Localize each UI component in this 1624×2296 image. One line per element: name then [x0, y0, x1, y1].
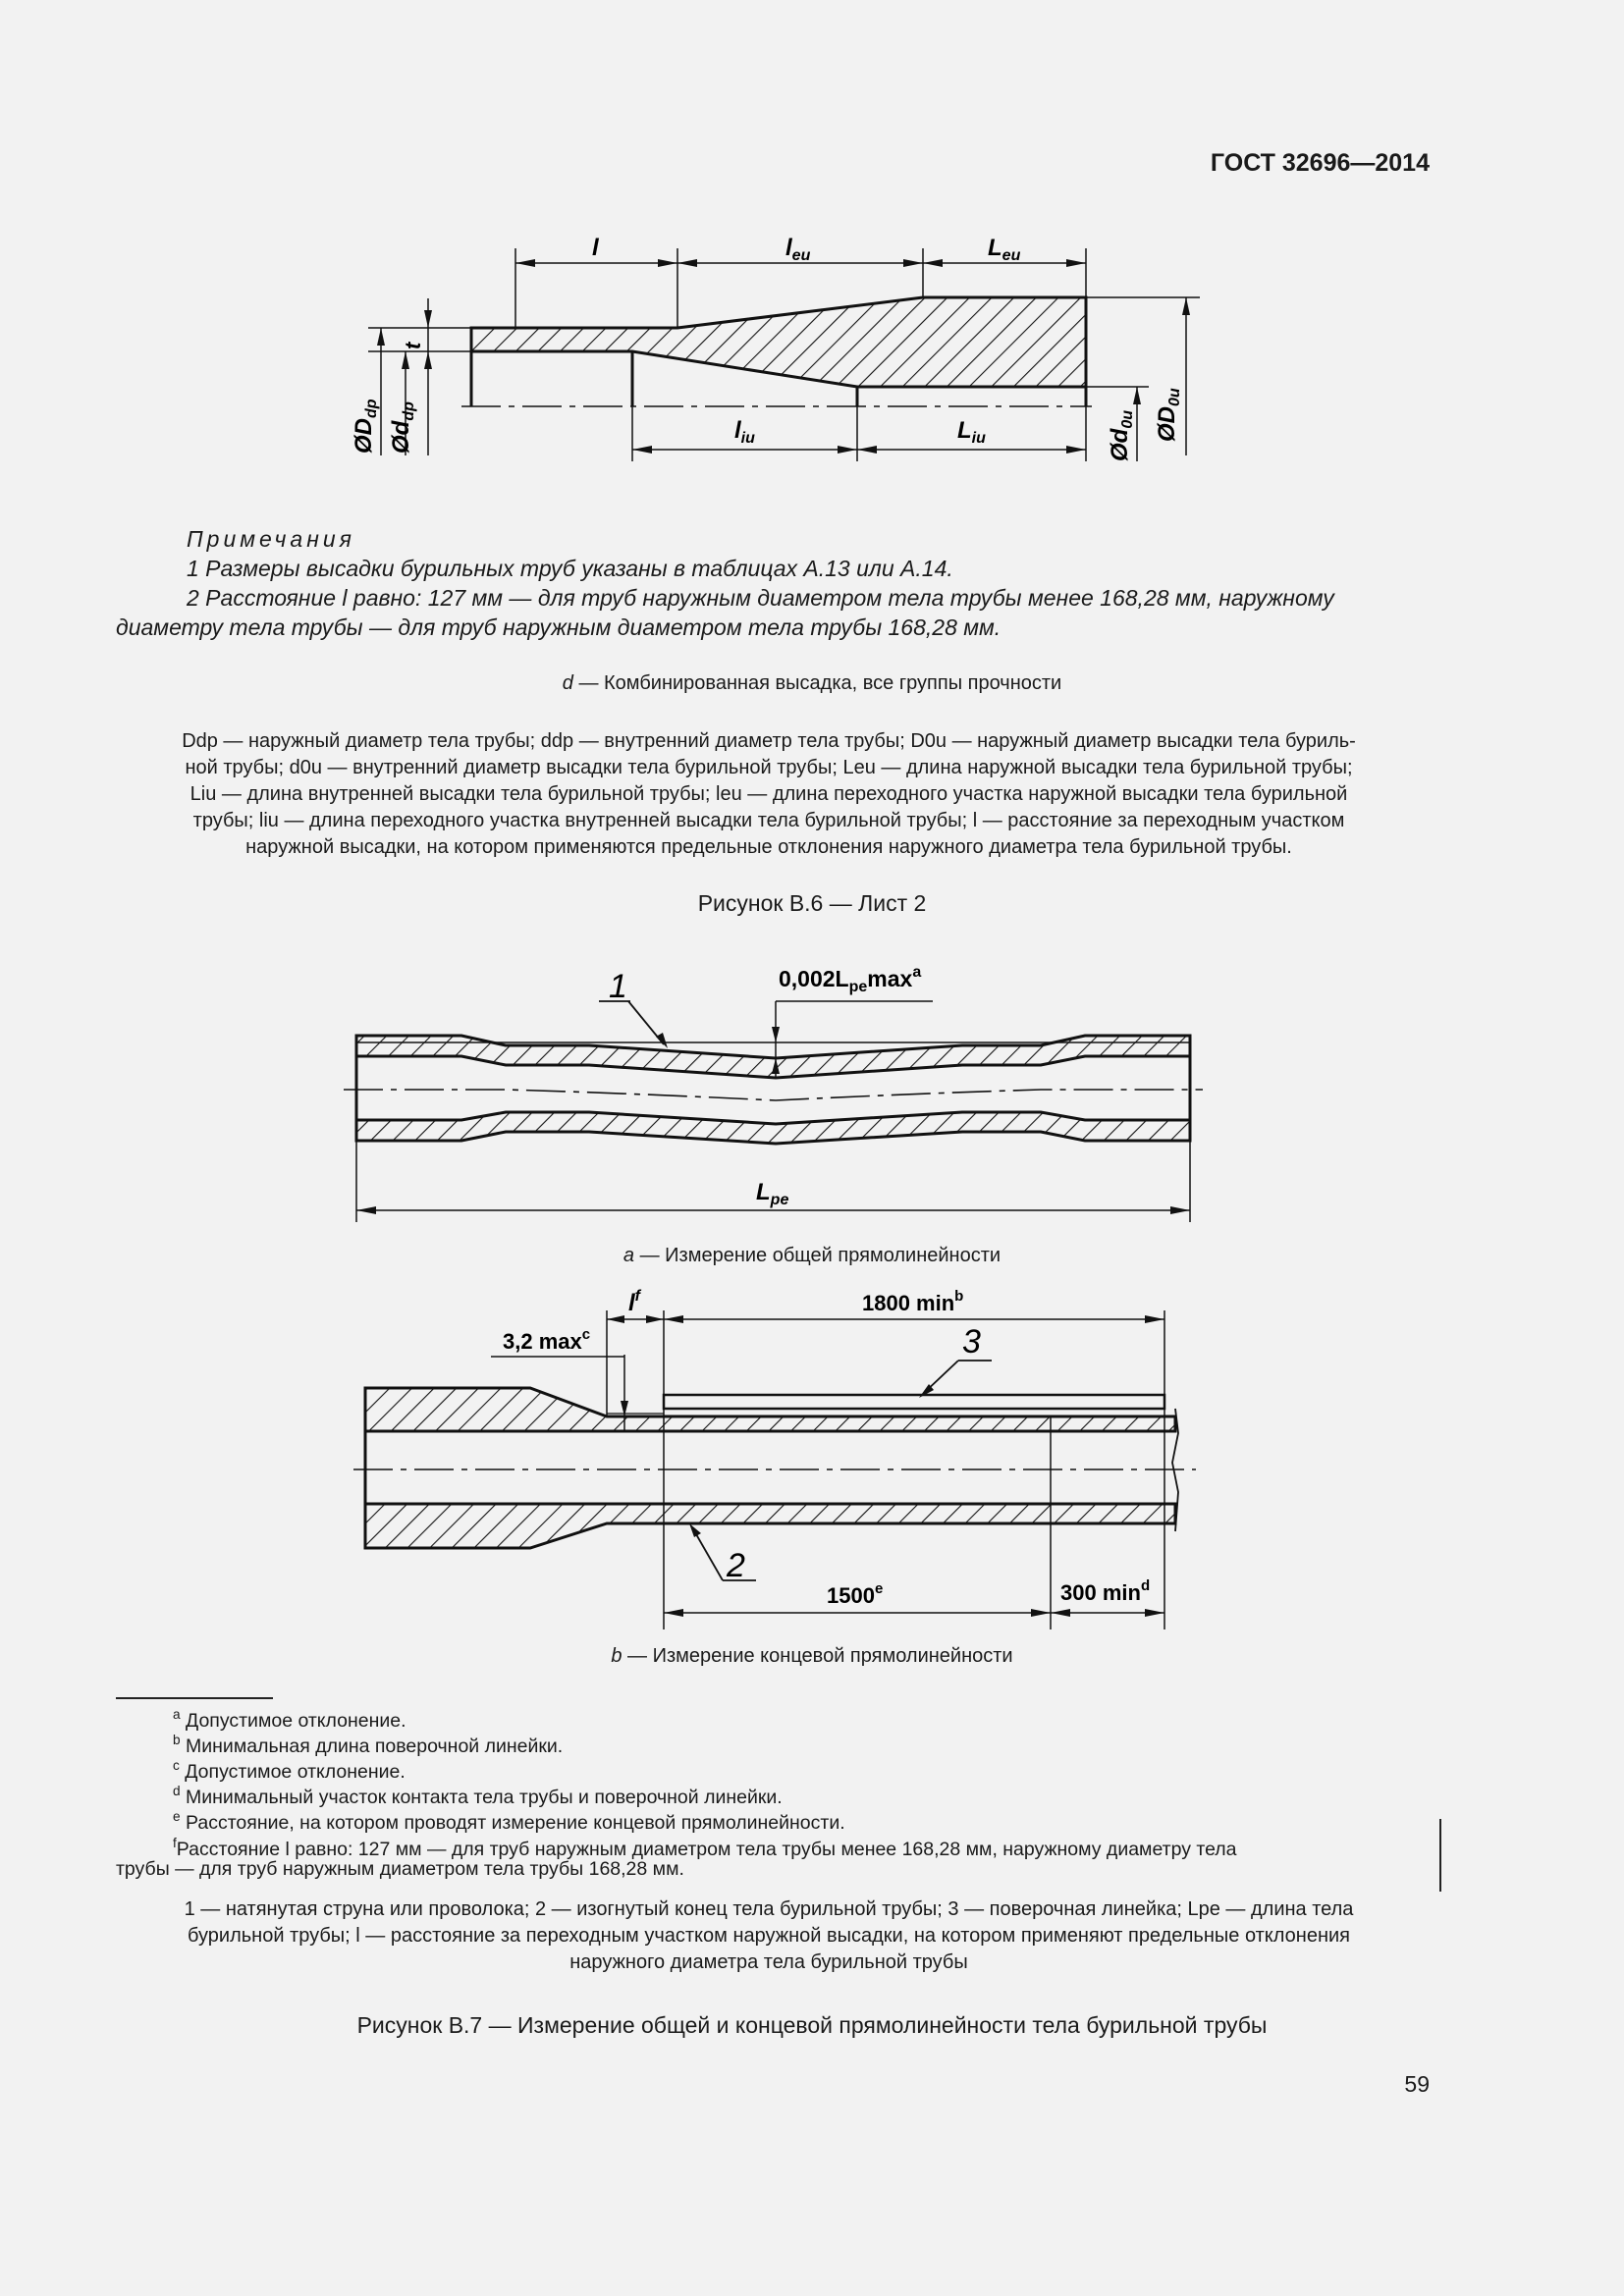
footnote-f-continued: трубы — для труб наружным диаметром тела трубы 168,28 мм.: [116, 1858, 684, 1880]
length-label: L: [756, 1179, 771, 1205]
svg-text:Lpe: $L_{pe}$: [756, 1179, 789, 1208]
svg-text:3,2 maxc: 3,2 $\max^c$: [503, 1326, 591, 1354]
legend-line: Ddp — наружный диаметр тела трубы; ddp — внутренний диаметр тела трубы; D0u — наружный диаметр высадки тела буриль-: [182, 730, 1356, 752]
label-Leu: L: [988, 235, 1002, 261]
label-d0u: Ød: [1107, 428, 1133, 461]
subcaption-b: b — Измерение концевой прямолинейности: [611, 1645, 1013, 1667]
svg-text:Øddp: $Ød_{dp}$: [388, 401, 417, 454]
label-Liu: L: [957, 417, 972, 444]
svg-text:ØD0u: $ØD_{0u}$: [1154, 388, 1183, 442]
label-1500: 1500: [827, 1583, 875, 1608]
label-leu: l: [785, 235, 792, 261]
label-3: 3: [962, 1323, 981, 1361]
label-300-min: 300 min: [1060, 1580, 1141, 1605]
footnote-d: $^d$ Минимальный участок контакта тела трубы и поверочной линейки.: [173, 1784, 783, 1808]
standard-header: ГОСТ 32696—2014: [1210, 149, 1430, 177]
label-ddp: Ød: [388, 420, 414, 454]
label-liu: l: [734, 417, 741, 444]
legend-b6: [116, 728, 1422, 861]
figure-b7a-drawing: [344, 962, 1208, 1227]
svg-text:ØDdp: $ØD_{dp}$: [351, 399, 380, 454]
legend-b7: [116, 1896, 1422, 1976]
label-lf: l: [628, 1290, 635, 1316]
label-1: 1: [609, 968, 627, 1005]
svg-text:300 mind: 300 $\min^d$: [1060, 1577, 1151, 1605]
footnote-b: $^b$ Минимальная длина поверочной линейки.: [173, 1733, 564, 1757]
label-l: l: [592, 235, 599, 261]
svg-text:leu: $l_{eu}$: [785, 235, 811, 264]
legend-line: бурильной трубы; l — расстояние за переходным участком наружной высадки, на котором применяют предельные отклонения: [187, 1925, 1350, 1947]
subcaption-d: d — Комбинированная высадка, все группы прочности: [562, 672, 1062, 694]
svg-text:Ød0u: $Ød_{0u}$: [1107, 410, 1136, 461]
label-Ddp: ØD: [351, 418, 377, 454]
svg-text:1800 minb: 1800 $\min^b$: [862, 1288, 964, 1315]
upset-section: [471, 297, 1086, 387]
svg-text:0,002Lpemaxa: $0,002L_{pe}\max^a$: [779, 964, 922, 995]
legend-line: наружного диаметра тела бурильной трубы: [569, 1951, 968, 1973]
end-bottom-wall: [365, 1504, 1175, 1548]
pipe-bottom-wall: [356, 1112, 1190, 1144]
figure-b7b-drawing: [353, 1276, 1218, 1629]
svg-text:lf: $l^f$: [628, 1288, 640, 1316]
footnote-f: $^f$Расстояние l равно: 127 мм — для труб наружным диаметром тела трубы менее 168,28 мм, наружному диаметру тела: [173, 1836, 1237, 1860]
footnote-separator: [116, 1697, 273, 1699]
svg-text:Leu: $L_{eu}$: [988, 235, 1021, 264]
straightedge: [664, 1395, 1164, 1409]
svg-text:Liu: $L_{iu}$: [957, 417, 986, 447]
legend-line: ной трубы; d0u — внутренний диаметр высадки тела бурильной трубы; Leu — длина наружной высадки тела бурильной трубы;: [185, 757, 1353, 778]
svg-text:liu: $l_{iu}$: [734, 417, 755, 447]
label-t: t: [401, 342, 425, 349]
footnote-e: $^e$ Расстояние, на котором проводят измерение концевой прямолинейности.: [173, 1809, 845, 1834]
subcaption-a: a — Измерение общей прямолинейности: [623, 1245, 1001, 1266]
label-D0u: ØD: [1154, 406, 1180, 442]
footnote-a: $^a$ Допустимое отклонение.: [173, 1707, 406, 1732]
notes-title: Примечания: [187, 526, 355, 552]
figure-b7-title: Рисунок В.7 — Измерение общей и концевой прямолинейности тела бурильной трубы: [356, 2012, 1268, 2038]
legend-line: наружной высадки, на котором применяются предельные отклонения наружного диаметра тела бурильной трубы.: [245, 836, 1292, 858]
legend-line: Liu — длина внутренней высадки тела бурильной трубы; leu — длина переходного участка наружной высадки тела бурильной: [189, 783, 1348, 805]
legend-line: трубы; liu — длина переходного участка внутренней высадки тела бурильной трубы; l — расстояние за переходным участком: [192, 810, 1345, 831]
note-1: 1 Размеры высадки бурильных труб указаны в таблицах А.13 или А.14.: [187, 556, 953, 581]
label-2: 2: [727, 1547, 745, 1584]
svg-text:1500e: 1500e: [827, 1580, 884, 1608]
label-3-2-max: 3,2 max: [503, 1329, 582, 1354]
change-bar: [1439, 1819, 1441, 1892]
tolerance-label: 0,002L: [779, 966, 849, 991]
footnote-c: $^c$ Допустимое отклонение.: [173, 1758, 406, 1783]
figure-b6-title: Рисунок В.6 — Лист 2: [697, 890, 927, 916]
note-2-line2: диаметру тела трубы — для труб наружным диаметром тела трубы 168,28 мм.: [116, 614, 1001, 640]
label-1800-min: 1800 min: [862, 1291, 955, 1315]
note-2-line1: 2 Расстояние l равно: 127 мм — для труб наружным диаметром тела трубы менее 168,28 мм, наружному: [187, 585, 1334, 611]
figure-b6-drawing: [324, 226, 1208, 481]
page-number: 59: [1404, 2071, 1430, 2097]
legend-line: 1 — натянутая струна или проволока; 2 — изогнутый конец тела бурильной трубы; 3 — поверочная линейка; Lpe — длина тела: [184, 1898, 1354, 1920]
